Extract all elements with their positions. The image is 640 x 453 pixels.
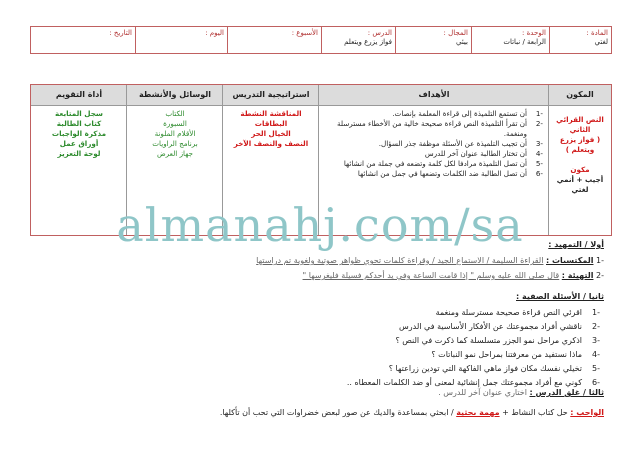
strategy-item: الخيال الحر [251,129,291,138]
lesson-label: الدرس : [367,29,392,37]
domain-value: بيئي [455,38,468,46]
intro-text: قال صلى الله عليه وسلم " إذا قامت الساعة وفي يد أحدكم فسيلة فليغرسها " [302,271,560,280]
intro-item: -2 التهيئة : قال صلى الله عليه وسلم " إذا قامت الساعة وفي يد أحدكم فسيلة فليغرسها " [302,271,604,280]
component-cell [551,115,609,195]
closing-text: اختاري عنوان آخر للدرس . [438,388,527,397]
intro-title: أولا / التمهيد : [548,240,604,249]
unit-label: الوحدة : [522,29,546,37]
header-table [30,26,612,54]
unit-cell [471,27,549,53]
tools-item: برنامج الراويات [152,139,198,148]
question-item: -2 ناقشي أفراد مجموعتك عن الأفكار الأساسية في الدرس [399,322,600,331]
strategy-item: النصف والنصف الآخر [233,139,309,148]
assessment-list [31,109,127,159]
intro-item: -1 المكتسبات : القراءة السليمة / الاستماع الجيد / وقراءة كلمات تحوي ظواهر صوتية ولغوية تم دراستها [256,256,604,265]
unit-value: الرابعة / نباتات [503,38,546,46]
goal-item: -5 أن تصل التلميذة مرادفا لكل كلمة وتضعه في جملة من انشائها [343,159,543,168]
goals-header: الأهداف [319,85,549,106]
subject-label: المادة : [586,29,608,37]
tools-item: الأقلام الملونة [154,129,196,138]
subject-cell [549,27,611,53]
tools-item: الكتاب [165,109,185,118]
assessment-item: كتاب الطالبة [56,119,102,128]
component-text: النص القرائي الثاني [556,115,604,134]
question-item: -4 ماذا نستفيد من معرفتنا بمراحل نمو النباتات ؟ [431,350,600,359]
homework-row [34,408,604,417]
date-cell [31,27,135,53]
assessment-item: مذكرة الواجبات [51,129,107,138]
component-header: المكون [549,85,611,106]
date-label: التاريخ : [109,29,132,37]
week-label: الأسبوع : [291,29,318,37]
tools-header: الوسائل والأنشطة [127,85,223,106]
strategy-item: البطاقات [254,119,288,128]
question-item: -5 تخيلي نفسك مكان فواز ماهي الفاكهة التي تودين زراعتها ؟ [388,364,600,373]
closing-key: ثالثا / غلق الدرس : [529,388,604,397]
goals-list [325,109,543,179]
lesson-value: فواز يزرع ويتعلم [344,38,392,46]
intro-key: التهيئة : [561,271,594,280]
watermark: almanahj.com/sa [116,198,524,252]
strategy-list [223,109,319,149]
assessment-header: أداة التقويم [31,85,127,106]
closing-row [438,388,604,397]
tools-item: جهاز العرض [156,149,193,158]
question-item: -6 كوني مع أفراد مجموعتك جمل إنشائية لمعنى أو ضد الكلمات المعطاه .. [346,378,600,387]
assessment-item: أوراق عمل [59,139,99,148]
component-text: مكون [570,165,590,174]
day-label: اليوم : [205,29,224,37]
goal-item: -2 أن تقرأ التلميذة النص قراءة صحيحة خالية من الأخطاء مسترسلة ومنغمة. [337,119,543,138]
assessment-item: سجل المتابعة [55,109,103,118]
domain-label: المجال : [443,29,468,37]
question-item: -3 اذكري مراحل نمو الجزر متسلسلة كما ذكرت في النص ؟ [395,336,600,345]
goal-item: -6 أن تصل الطالبة ضد الكلمات وتضعها في جمل من انشائها [357,169,543,178]
strategy-header: استراتيجية التدريس [223,85,319,106]
questions-list [40,308,600,392]
goal-item: -4 أن تختار الطالبة عنوان آخر للدرس [424,149,543,158]
tools-list [127,109,223,159]
homework-text: / ابحثي بمساعدة والديك عن صور لبعض خضراوات التي تحب أن تأكلها. [219,408,454,417]
homework-text: حل كتاب النشاط + [502,408,568,417]
intro-text: القراءة السليمة / الاستماع الجيد / وقراءة كلمات تحوي ظواهر صوتية ولغوية تم دراستها [256,256,544,265]
strategy-item: المناقشة النشطة [240,109,302,118]
homework-task: مهمة بحثية [456,408,500,417]
question-item: -1 اقرئي النص قراءة صحيحة مسترسلة ومنغمة [435,308,600,317]
day-cell [135,27,227,53]
goal-item: -3 أن تجيب التلميذة عن الأسئلة موظفة جذر السؤال. [378,139,543,148]
subject-value: لغتي [594,38,608,46]
goal-item: -1 أن تستمع التلميذة إلى قراءة المعلمة بإنصات. [392,109,543,118]
questions-title: ثانيا / الأسئلة الصفية : [516,292,604,301]
component-text: ( فواز يزرع ويتعلم ) [559,135,601,154]
lesson-cell [321,27,395,53]
domain-cell [395,27,471,53]
tools-item: السبورة [163,119,187,128]
week-cell [227,27,321,53]
homework-key: الواجب : [570,408,604,417]
assessment-item: لوحة التعزيز [57,149,101,158]
component-text: أجيب + أنمي لغتي [556,175,604,194]
intro-key: المكتسبات : [546,256,594,265]
